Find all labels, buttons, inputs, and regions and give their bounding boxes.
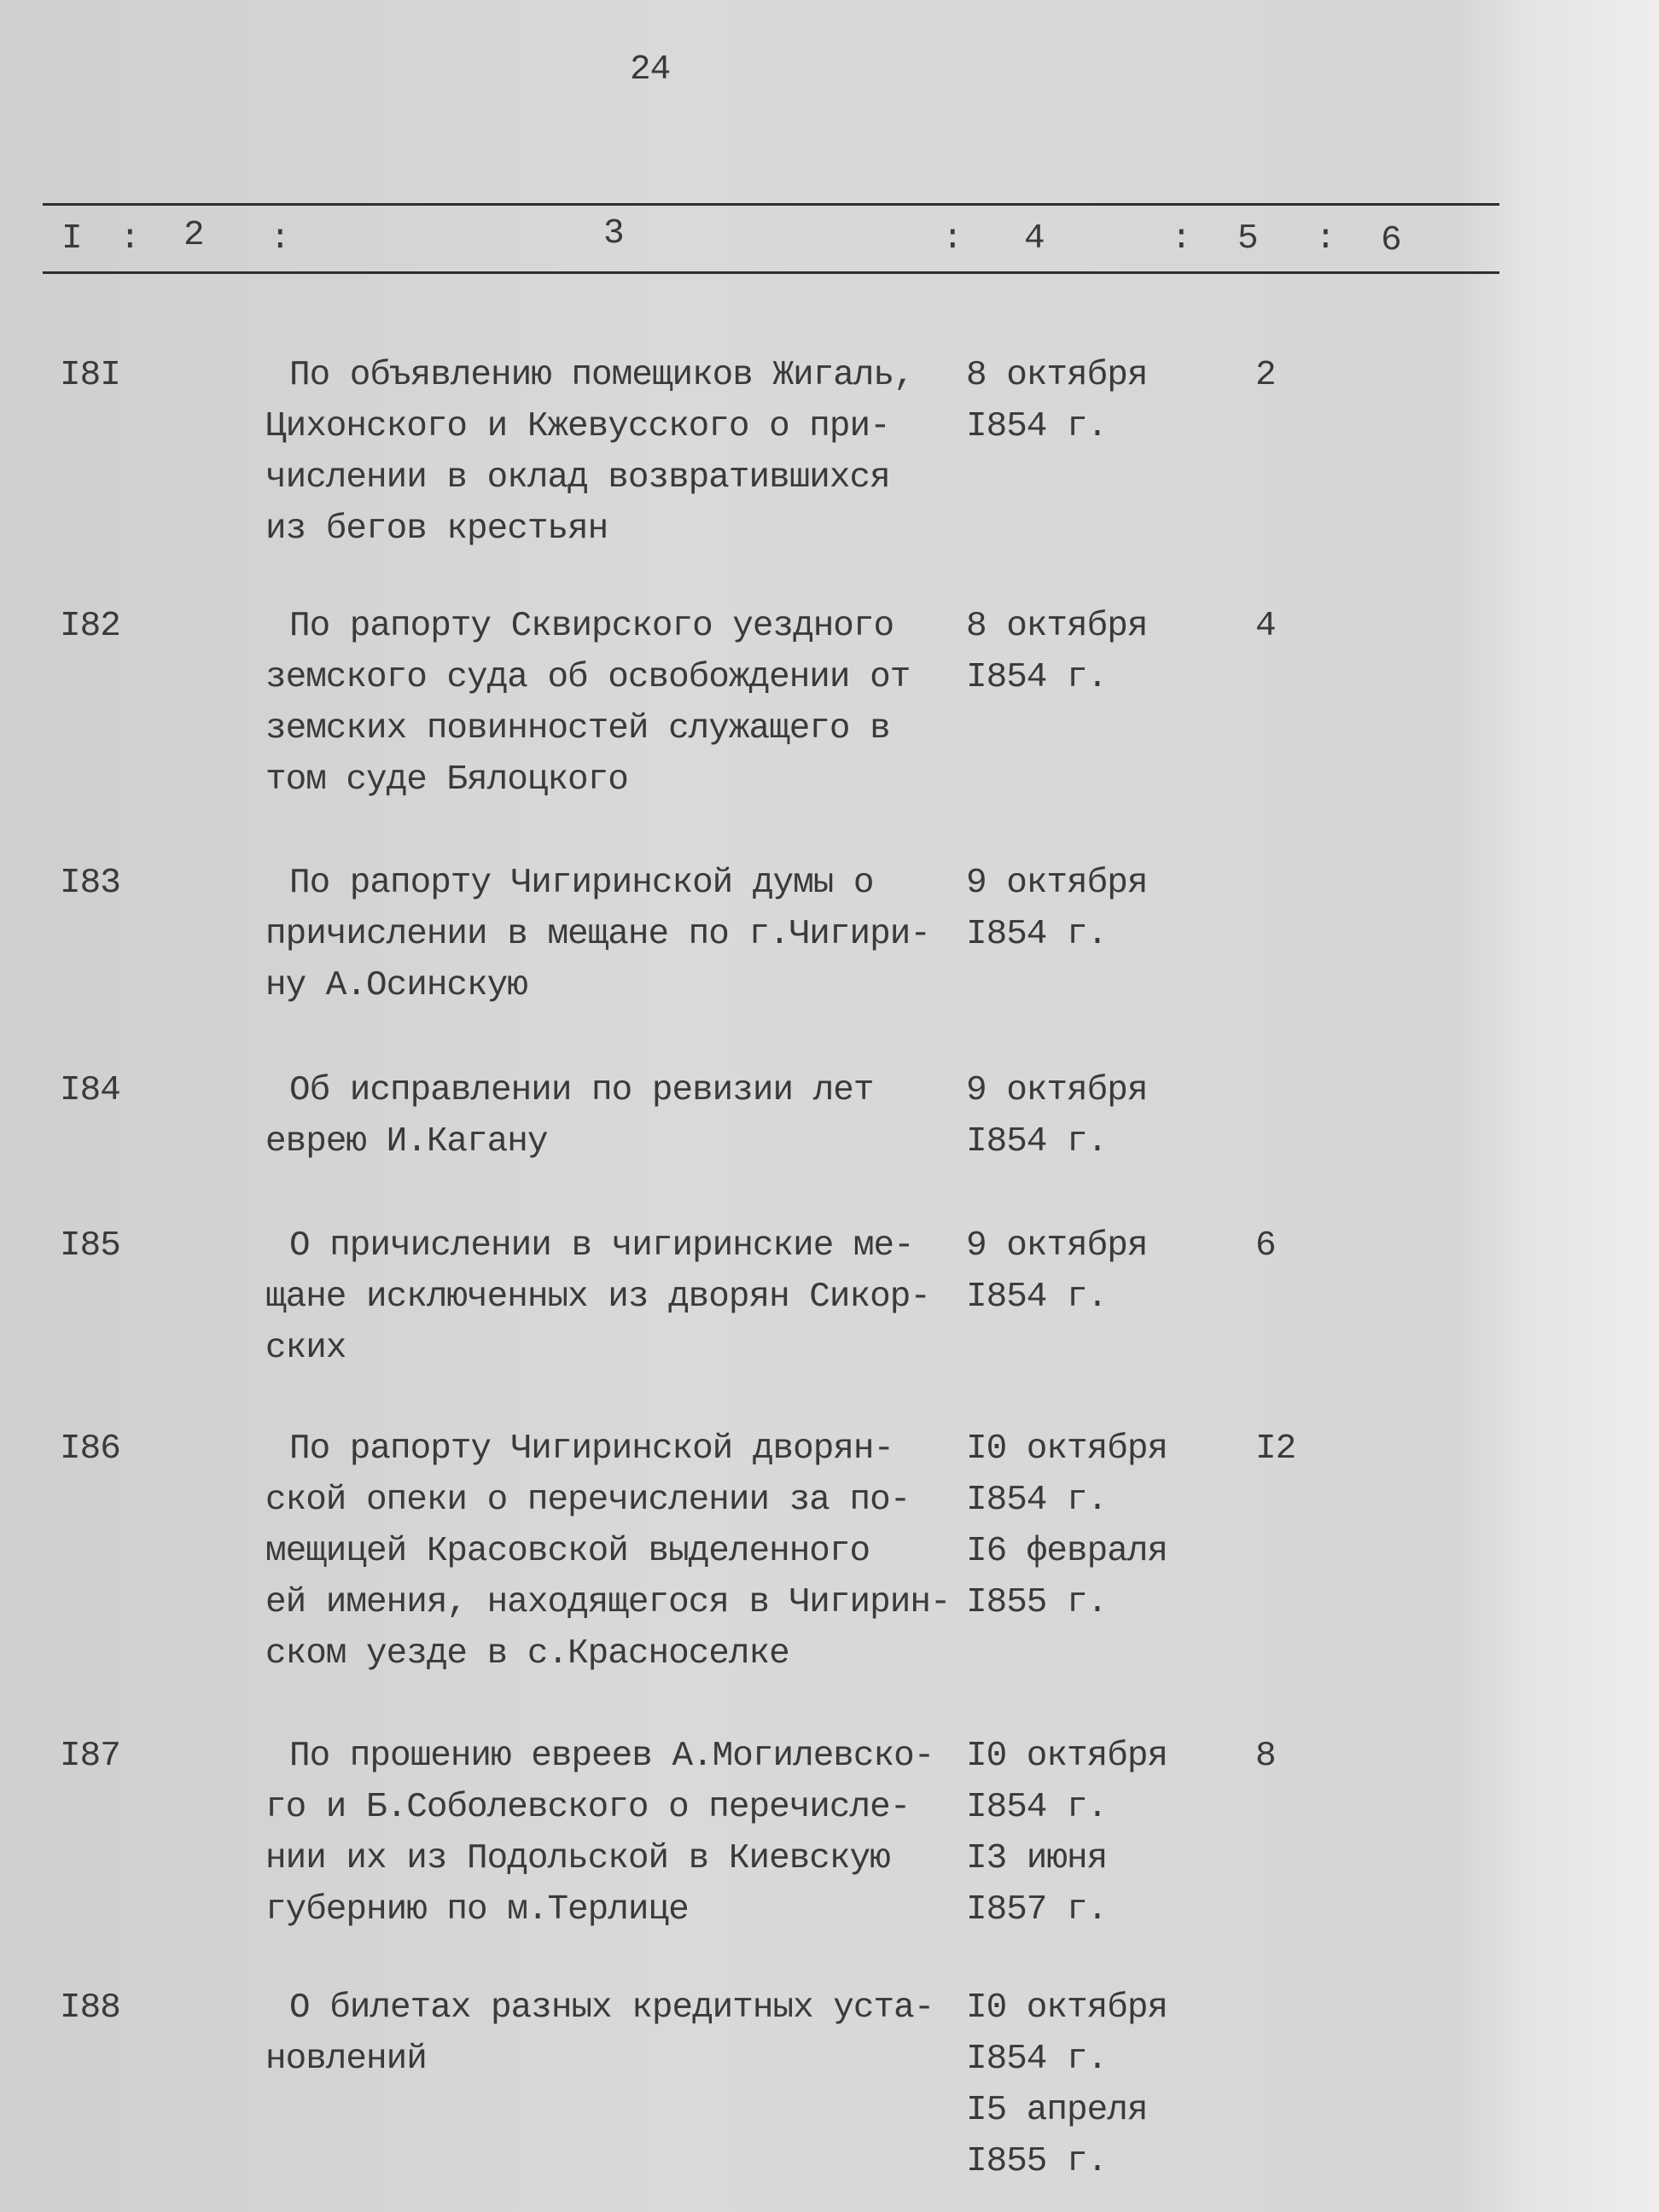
date-line: 9 октября — [966, 1226, 1148, 1266]
description-line: из бегов крестьян — [265, 509, 608, 549]
date-line: I6 февраля — [966, 1532, 1168, 1571]
description-line: По рапорту Сквирского уездного — [289, 607, 894, 646]
entry-description — [265, 858, 930, 1011]
entry-dates — [966, 350, 1147, 452]
date-line: I854 г. — [966, 1788, 1108, 1827]
description-line: том суде Бялоцкого — [265, 760, 628, 800]
header-col-4: 4 — [1024, 219, 1045, 259]
description-line: новлений — [265, 2040, 427, 2079]
description-line: мещицей Красовской выделенного — [265, 1532, 870, 1571]
entry-dates — [966, 1731, 1167, 1936]
entry-description — [265, 350, 914, 555]
header-col-5: 5 — [1237, 219, 1258, 259]
description-line: ской опеки о перечислении за по- — [265, 1481, 911, 1520]
description-line: О билетах разных кредитных уста- — [289, 1988, 934, 2028]
description-line: По рапорту Чигиринской дворян- — [289, 1429, 894, 1469]
date-line: I854 г. — [966, 658, 1108, 697]
entry-sheets: 2 — [1255, 356, 1276, 395]
date-line: I0 октября — [966, 1429, 1168, 1469]
header-sep: : — [1171, 219, 1191, 259]
entry-number: I87 — [60, 1737, 120, 1776]
date-line: I857 г. — [966, 1890, 1108, 1930]
description-line: Цихонского и Кжевусского о при- — [265, 407, 890, 446]
entry-dates — [966, 601, 1147, 703]
entry-dates — [966, 1982, 1167, 2187]
header-col-2: 2 — [183, 216, 204, 255]
table-header-top-rule — [43, 203, 1499, 206]
description-line: ских — [265, 1329, 346, 1368]
entry-sheets: 4 — [1255, 607, 1276, 646]
entry-number: I88 — [60, 1988, 120, 2028]
description-line: О причислении в чигиринские ме- — [289, 1226, 914, 1266]
entry-dates — [966, 858, 1147, 960]
description-line: ском уезде в с.Красноселке — [265, 1634, 789, 1674]
description-line: еврею И.Кагану — [265, 1122, 548, 1161]
description-line: губернию по м.Терлице — [265, 1890, 689, 1930]
description-line: ей имения, находящегося в Чигирин- — [265, 1583, 951, 1622]
entry-sheets: 6 — [1255, 1226, 1276, 1266]
header-sep: : — [1315, 219, 1336, 259]
entry-description — [265, 1731, 934, 1936]
description-line: земских повинностей служащего в — [265, 709, 890, 748]
date-line: I5 апреля — [966, 2091, 1148, 2130]
date-line: I854 г. — [966, 915, 1108, 954]
date-line: I854 г. — [966, 2040, 1108, 2079]
entry-dates — [966, 1220, 1147, 1323]
description-line: По прошению евреев А.Могилевско- — [289, 1737, 934, 1776]
entry-sheets: 8 — [1255, 1737, 1276, 1776]
header-sep: : — [270, 219, 290, 259]
entry-number: I8I — [60, 356, 120, 395]
description-line: причислении в мещане по г.Чигири- — [265, 915, 930, 954]
table-header-bottom-rule — [43, 271, 1499, 274]
header-sep: : — [119, 219, 140, 259]
date-line: I0 октября — [966, 1988, 1168, 2028]
date-line: I0 октября — [966, 1737, 1168, 1776]
entry-sheets: I2 — [1255, 1429, 1296, 1469]
description-line: земского суда об освобождении от — [265, 658, 911, 697]
entry-dates — [966, 1423, 1167, 1628]
description-line: нии их из Подольской в Киевскую — [265, 1839, 890, 1878]
description-line: щане исключенных из дворян Сикор- — [265, 1278, 930, 1317]
date-line: I854 г. — [966, 1122, 1108, 1161]
header-sep: : — [942, 219, 963, 259]
entry-number: I82 — [60, 607, 120, 646]
description-line: числении в оклад возвратившихся — [265, 458, 890, 498]
date-line: I854 г. — [966, 407, 1108, 446]
entry-dates — [966, 1065, 1147, 1167]
date-line: I855 г. — [966, 1583, 1108, 1622]
header-col-3: 3 — [603, 214, 624, 253]
description-line: го и Б.Соболевского о перечисле- — [265, 1788, 911, 1827]
date-line: I3 июня — [966, 1839, 1108, 1878]
description-line: По объявлению помещиков Жигаль, — [289, 356, 914, 395]
entry-number: I85 — [60, 1226, 120, 1266]
date-line: I855 г. — [966, 2142, 1108, 2181]
entry-description — [265, 1220, 930, 1374]
date-line: 9 октября — [966, 1071, 1148, 1110]
header-col-1: I — [61, 219, 82, 259]
entry-description — [265, 1982, 934, 2085]
date-line: 8 октября — [966, 356, 1148, 395]
date-line: 8 октября — [966, 607, 1148, 646]
description-line: Об исправлении по ревизии лет — [289, 1071, 874, 1110]
entry-number: I84 — [60, 1071, 120, 1110]
entry-number: I86 — [60, 1429, 120, 1469]
entry-description — [265, 1065, 874, 1167]
header-col-6: 6 — [1381, 221, 1401, 260]
description-line: По рапорту Чигиринской думы о — [289, 864, 874, 903]
date-line: I854 г. — [966, 1278, 1108, 1317]
page-number: 24 — [630, 50, 671, 90]
description-line: ну А.Осинскую — [265, 966, 527, 1005]
date-line: 9 октября — [966, 864, 1148, 903]
date-line: I854 г. — [966, 1481, 1108, 1520]
entry-description — [265, 601, 910, 806]
entry-description — [265, 1423, 951, 1679]
entry-number: I83 — [60, 864, 120, 903]
